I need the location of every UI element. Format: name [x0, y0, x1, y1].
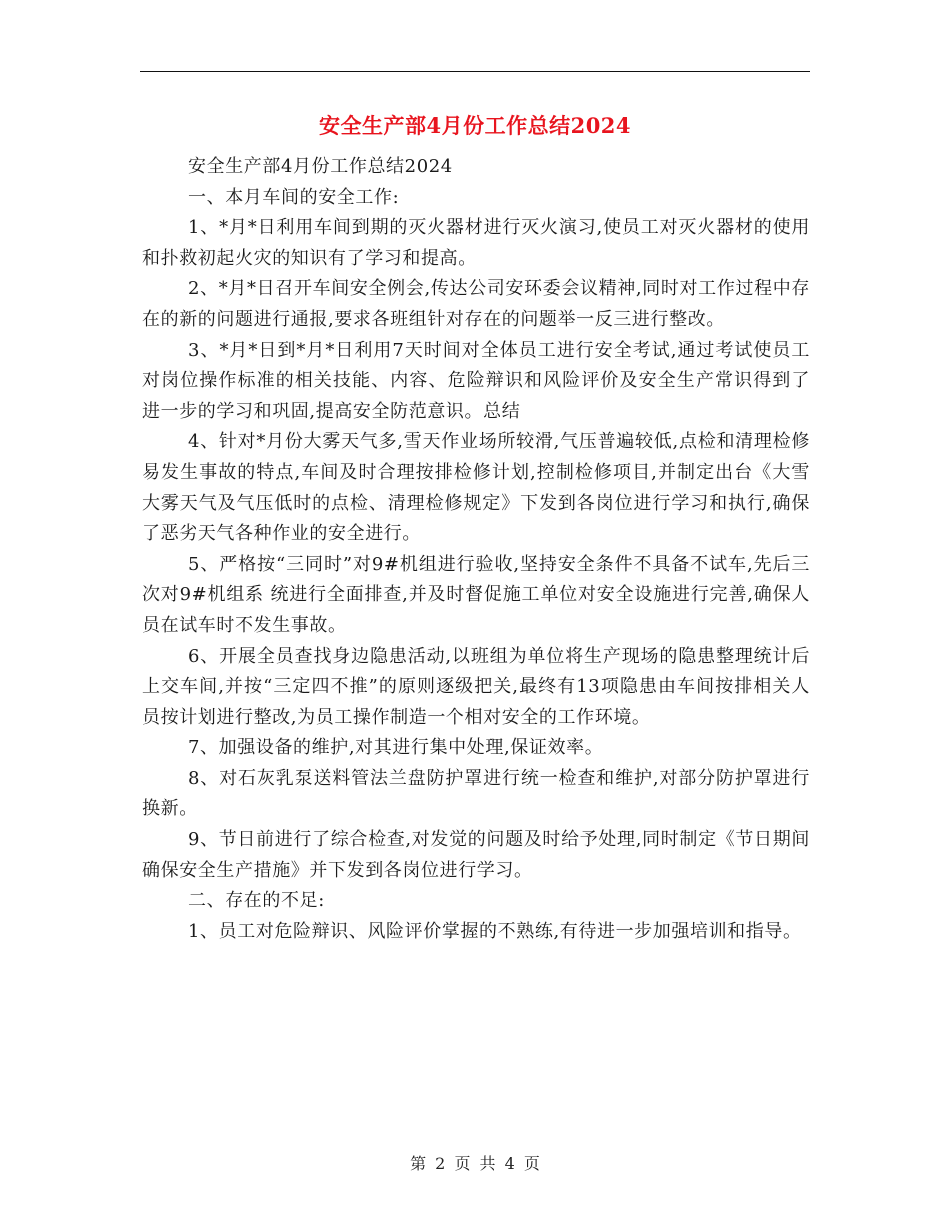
section-heading: 二、存在的不足:	[188, 890, 325, 912]
document-body	[142, 152, 810, 947]
section-heading: 一、本月车间的安全工作:	[188, 186, 400, 208]
body-paragraph: 1、*月*日利用车间到期的灭火器材进行灭火演习,使员工对灭火器材的使用和扑救初起火灾的知识有了学习和提高。	[142, 217, 810, 269]
body-paragraph: 4、针对*月份大雾天气多,雪天作业场所较滑,气压普遍较低,点检和清理检修易发生事故的特点,车间及时合理按排检修计划,控制检修项目,并制定出台《大雪大雾天气及气压低时的点检、清理检修规定》下发到各岗位进行学习和执行,确保了恶劣天气各种作业的安全进行。	[142, 431, 810, 545]
body-paragraph: 8、对石灰乳泵送料管法兰盘防护罩进行统一检查和维护,对部分防护罩进行换新。	[142, 767, 810, 820]
body-paragraph: 2、*月*日召开车间安全例会,传达公司安环委会议精神,同时对工作过程中存在的新的问题进行通报,要求各班组针对存在的问题举一反三进行整改。	[142, 278, 810, 330]
body-paragraph: 7、加强设备的维护,对其进行集中处理,保证效率。	[188, 737, 604, 759]
header-rule	[140, 71, 810, 72]
body-paragraph: 安全生产部4月份工作总结2024	[188, 156, 453, 177]
body-paragraph: 9、节日前进行了综合检查,对发觉的问题及时给予处理,同时制定《节日期间确保安全生产措施》并下发到各岗位进行学习。	[142, 829, 810, 881]
document-title: 安全生产部4月份工作总结2024	[318, 113, 632, 138]
body-paragraph: 6、开展全员查找身边隐患活动,以班组为单位将生产现场的隐患整理统计后上交车间,并按“三定四不推”的原则逐级把关,最终有13项隐患由车间按排相关人员按计划进行整改,为员工操作制造一个相对安全的工作环境。	[142, 645, 810, 728]
body-paragraph: 1、员工对危险辩识、风险评价掌握的不熟练,有待进一步加强培训和指导。	[188, 920, 802, 942]
page-number: 第 2 页 共 4 页	[410, 1154, 540, 1173]
body-paragraph: 3、*月*日到*月*日利用7天时间对全体员工进行安全考试,通过考试使员工对岗位操作标准的相关技能、内容、危险辩识和风险评价及安全生产常识得到了进一步的学习和巩固,提高安全防范意识。总结	[142, 339, 810, 422]
body-paragraph: 5、严格按“三同时”对9#机组进行验收,坚持安全条件不具备不试车,先后三次对9#机组系 统进行全面排查,并及时督促施工单位对安全设施进行完善,确保人员在试车时不发生事故。	[142, 553, 810, 636]
